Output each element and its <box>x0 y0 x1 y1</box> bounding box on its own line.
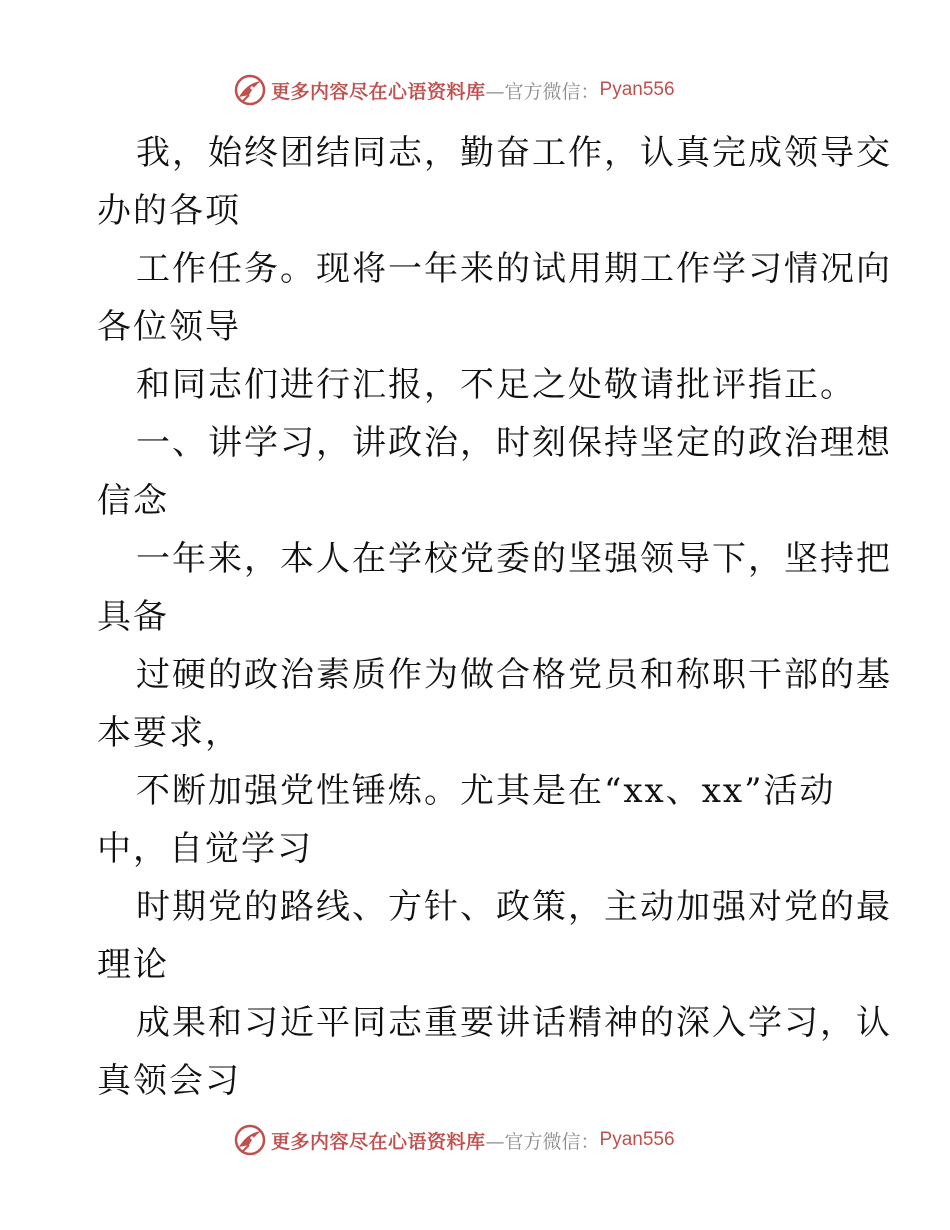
text-line: 中，自觉学习 <box>97 829 313 869</box>
banner-wechat-id: Pyan556 <box>599 79 675 100</box>
text-line: 一年来，本人在学校党委的坚强领导下，坚持把 <box>136 539 892 579</box>
text-line: 和同志们进行汇报，不足之处敬请批评指正。 <box>136 365 856 405</box>
text-line: 理论 <box>97 945 169 985</box>
banner-wechat-id: Pyan556 <box>599 1129 675 1150</box>
text-line: 我，始终团结同志，勤奋工作，认真完成领导交 <box>136 133 892 173</box>
pen-nib-logo-icon <box>233 1123 267 1157</box>
banner-separator: —官方微信： <box>485 1130 600 1153</box>
text-line: 不断加强党性锤炼。尤其是在“xx、xx”活动 <box>136 771 836 811</box>
section-heading: 一、讲学习，讲政治，时刻保持坚定的政治理想 <box>136 423 892 463</box>
text-line: 时期党的路线、方针、政策，主动加强对党的最 <box>136 887 892 927</box>
body-text <box>97 124 892 1110</box>
text-line: 各位领导 <box>97 307 241 347</box>
text-line: 工作任务。现将一年来的试用期工作学习情况向 <box>136 249 892 289</box>
text-line: 成果和习近平同志重要讲话精神的深入学习，认 <box>136 1003 892 1043</box>
banner-title: 更多内容尽在心语资料库 <box>271 1130 486 1153</box>
text-line: 真领会习 <box>97 1061 241 1101</box>
banner-title: 更多内容尽在心语资料库 <box>271 80 486 103</box>
text-line: 本要求， <box>97 713 241 753</box>
banner-separator: —官方微信： <box>485 80 600 103</box>
header-banner <box>233 72 713 108</box>
text-line: 具备 <box>97 597 169 637</box>
text-line: 信念 <box>97 481 169 521</box>
text-line: 办的各项 <box>97 191 241 231</box>
pen-nib-logo-icon <box>233 73 267 107</box>
text-line: 过硬的政治素质作为做合格党员和称职干部的基 <box>136 655 892 695</box>
footer-banner <box>233 1122 713 1158</box>
